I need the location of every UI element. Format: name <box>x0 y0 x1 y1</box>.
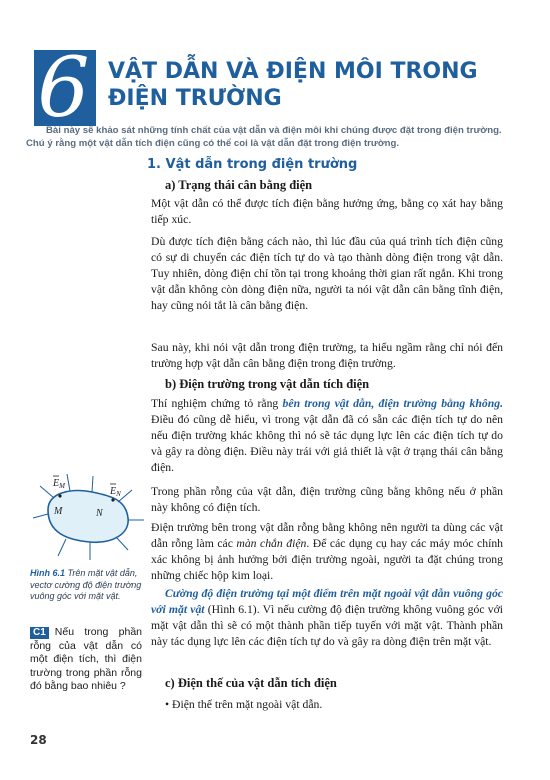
question-c1 <box>30 626 142 694</box>
paragraph-b1 <box>151 396 503 476</box>
paragraph-b4 <box>151 586 503 650</box>
field-arrow <box>92 476 93 492</box>
bullet-c1: • Điện thế trên mặt ngoài vật dẫn. <box>165 698 323 711</box>
subsection-c-heading: c) Điện thế của vật dẫn tích điện <box>165 676 337 690</box>
section-1-title: 1. Vật dẫn trong điện trường <box>147 157 358 172</box>
paragraph-b1-highlight: bên trong vật dẫn, điện trường bằng không. <box>282 397 503 410</box>
subsection-b-heading: b) Điện trường trong vật dẫn tích điện <box>165 377 370 391</box>
paragraph-a2: Dù được tích điện bằng cách nào, thì lúc đầu của quá trình tích điện cũng có sự di chuyển các điện tích tự do và tạo thành dòng điện trong vật dẫn. Tuy nhiên, dòng điện chỉ tồn tại trong khoảng thời gian rất ngắn. Khi trong vật dẫn không còn dòng điện nữa, người ta nói vật dẫn cân bằng tĩnh điện, hay cũng nói tắt là cân bằng điện. <box>151 235 503 312</box>
figure-caption-text: Trên mặt vật dẫn, vectơ cường độ điện trường vuông góc với mặt vật. <box>30 568 142 601</box>
subsection-a-heading: a) Trạng thái cân bằng điện <box>165 178 313 192</box>
label-en: $E_N$ <box>110 486 121 498</box>
paragraph-a1: Một vật dẫn có thể được tích điện bằng hưởng ứng, bằng cọ xát hay bằng tiếp xúc. <box>151 197 503 226</box>
field-arrow <box>58 539 66 556</box>
paragraph-b3 <box>151 520 503 584</box>
chapter-title: VẬT DẪN VÀ ĐIỆN MÔI TRONG ĐIỆN TRƯỜNG <box>108 59 478 111</box>
figure-caption <box>30 568 142 603</box>
field-arrow <box>33 514 48 518</box>
question-text: Nếu trong phần rỗng của vật dẫn có một điện tích, thì điện trường trong phần rỗng đó bằng bao nhiêu ? <box>30 626 142 692</box>
question-badge: C1 <box>30 627 49 639</box>
paragraph-b3-text-end: . Để các dụng cụ hay các máy móc chính xác không bị ảnh hưởng bởi điện trường ngoài, người ta đặt chúng trong những chiếc hộp kim loại. <box>151 537 504 582</box>
bullet-c1-text: Điện thế trên mặt ngoài vật dẫn. <box>172 698 323 711</box>
field-arrow <box>40 486 54 498</box>
chapter-intro: Bài này sẽ khảo sát những tính chất của vật dẫn và điện môi khi chúng được đặt trong điện trường. Chú ý rằng một vật dẫn tích điện cũng có thể coi là vật dẫn đặt trong điện trường. <box>26 125 502 149</box>
label-m: M <box>54 506 63 517</box>
paragraph-b3-text: Điện trường bên trong vật dẫn rỗng bằng không nên người ta dùng các vật dẫn rỗng làm các <box>151 521 503 550</box>
field-arrow <box>116 537 128 550</box>
paragraph-b3-italic: màn chắn điện <box>236 537 307 550</box>
paragraph-b1-text: Thí nghiệm chứng tỏ rằng <box>151 397 283 410</box>
point-m <box>58 494 61 497</box>
paragraph-b1-text-end: Điều đó cũng dễ hiểu, vì trong vật dẫn đã có sẵn các điện tích tự do nên nếu điện trường khác không thì nó sẽ tác dụng lực lên các điện tích tự do và gây ra dòng điện. Điều này trái với giả thiết là vật ở trạng thái cân bằng điện. <box>151 413 503 474</box>
paragraph-b4-text: (Hình 6.1). Vì nếu cường độ điện trường không vuông góc với mặt vật dẫn thì sẽ có một thành phần tiếp tuyến với mặt vật. Thành phần này tác dụng lực lên các điện tích tự do và gây ra dòng điện trên mặt vật. <box>151 603 503 648</box>
label-n: N <box>96 508 103 519</box>
figure-caption-label: Hình 6.1 <box>30 568 66 578</box>
paragraph-b4-highlight: Cường độ điện trường tại một điểm trên mặt ngoài vật dẫn vuông góc với mặt vật <box>151 587 503 616</box>
chapter-number: 6 <box>37 41 90 136</box>
label-em: $E_M$ <box>53 478 65 490</box>
figure-6-1-conductor-diagram <box>30 470 145 565</box>
paragraph-a3: Sau này, khi nói vật dẫn trong điện trường, ta hiểu ngầm rằng chỉ nói đến trường hợp vật dẫn cân bằng điện trong điện trường. <box>151 341 503 370</box>
point-n <box>111 498 114 501</box>
paragraph-b2: Trong phần rỗng của vật dẫn, điện trường cũng bằng không nếu ở phần này không có điện tích. <box>151 485 503 514</box>
page-number: 28 <box>30 733 47 747</box>
field-arrow <box>67 474 70 491</box>
